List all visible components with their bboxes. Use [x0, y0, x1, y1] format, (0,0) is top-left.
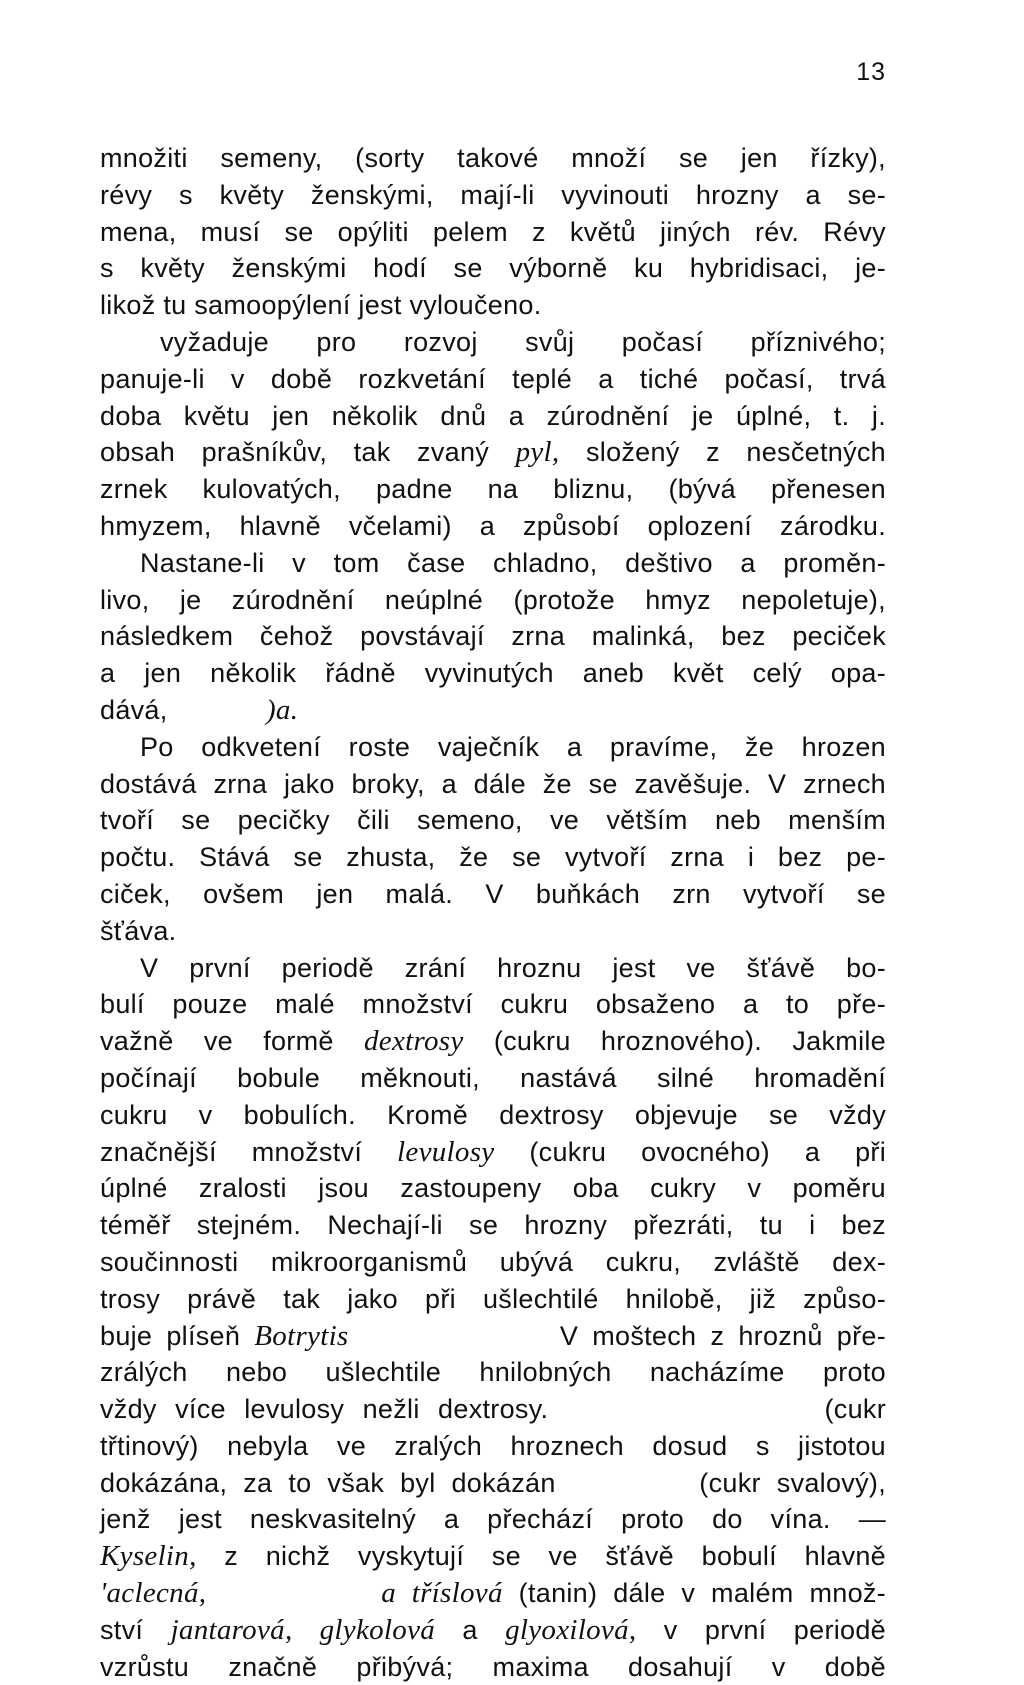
text-line	[100, 1612, 886, 1649]
text-line	[100, 250, 886, 287]
text-line	[100, 913, 886, 950]
text-segment: cukru v bobulích. Kromě dextrosy objevuje se vždy	[100, 1099, 886, 1130]
text-segment: a jen několik řádně vyvinutých aneb květ celý opa-	[100, 658, 886, 689]
text-line	[100, 1318, 886, 1355]
text-segment: buje plíseň	[100, 1320, 255, 1351]
text-line	[100, 361, 886, 398]
text-line	[100, 140, 886, 177]
text-segment: součinnosti mikroorganismů ubývá cukru, zvláště dex-	[100, 1246, 886, 1277]
text-segment: s květy ženskými hodí se výborně ku hybridisaci, je-	[100, 253, 886, 284]
text-segment: mena, musí se opýliti pelem z květů jiných rév. Révy	[100, 216, 886, 247]
text-segment: vyžaduje pro rozvoj svůj počasí příznivého;	[160, 326, 886, 357]
italic-term: a tříslová	[381, 1577, 503, 1610]
text-line	[100, 692, 886, 729]
text-segment: v první periodě	[636, 1614, 886, 1645]
text-segment: ství	[100, 1614, 171, 1645]
italic-term: Kyselin,	[100, 1540, 197, 1573]
text-line	[100, 1134, 886, 1171]
text-segment: važně ve formě	[100, 1026, 364, 1057]
text-segment	[206, 1578, 381, 1608]
text-segment: počtu. Stává se zhusta, že se vytvoří zrna i bez pe-	[100, 842, 886, 873]
text-line	[100, 1281, 886, 1318]
text-segment: počínají bobule měknouti, nastává silné hromadění	[100, 1062, 886, 1093]
text-line	[100, 1023, 886, 1060]
text-line	[100, 950, 886, 987]
text-line	[100, 1170, 886, 1207]
text-line	[100, 802, 886, 839]
text-line	[100, 1391, 886, 1428]
italic-term: jantarová, glykolová	[170, 1613, 436, 1646]
italic-term: levulosy	[397, 1135, 495, 1168]
italic-term: 'aclecná,	[100, 1577, 207, 1610]
text-line	[100, 1575, 886, 1612]
page-number: 13	[856, 58, 886, 86]
text-segment: zrnek kulovatých, padne na bliznu, (bývá přenesen	[100, 474, 886, 505]
text-line	[100, 986, 886, 1023]
text-segment: likož tu samoopýlení jest vyloučeno.	[100, 290, 542, 321]
text-line	[100, 766, 886, 803]
text-line	[100, 618, 886, 655]
body-text	[100, 140, 886, 1685]
text-line	[100, 545, 886, 582]
text-segment: jenž jest neskvasitelný a přechází proto do vína. —	[100, 1504, 886, 1535]
text-line	[100, 434, 886, 471]
text-segment: bulí pouze malé množství cukru obsaženo a to pře-	[100, 989, 886, 1020]
text-line	[100, 398, 886, 435]
text-line	[100, 729, 886, 766]
text-segment: třtinový) nebyla ve zralých hroznech dosud s jistotou	[100, 1430, 886, 1461]
text-line	[100, 1501, 886, 1538]
italic-term: dextrosy	[363, 1025, 464, 1058]
italic-term: Botrytis	[254, 1319, 349, 1352]
text-line	[100, 471, 886, 508]
text-segment: dostává zrna jako broky, a dále že se zavěšuje. V zrnech	[100, 768, 886, 799]
italic-term: pyl,	[515, 436, 560, 469]
text-segment: vzrůstu značně přibývá; maxima dosahují v době	[100, 1651, 886, 1682]
text-line	[100, 1465, 886, 1502]
text-segment: šťáva.	[100, 915, 177, 946]
text-line	[100, 508, 886, 545]
text-line	[100, 839, 886, 876]
text-line	[100, 214, 886, 251]
text-line	[100, 1354, 886, 1391]
text-line	[100, 287, 886, 324]
text-line	[100, 1207, 886, 1244]
text-segment: složený z nesčetných	[559, 437, 886, 468]
text-segment: z nichž vyskytují se ve šťávě bobulí hlavně	[196, 1541, 886, 1572]
text-segment: následkem čehož povstávají zrna malinká, bez peciček	[100, 621, 886, 652]
text-segment: Po odkvetení roste vaječník a pravíme, že hrozen	[140, 731, 886, 762]
text-segment: panuje-li v době rozkvetání teplé a tiché počasí, trvá	[100, 363, 886, 394]
text-line	[100, 1244, 886, 1281]
text-line	[100, 582, 886, 619]
text-segment: tvoří se pecičky čili semeno, ve větším neb menším	[100, 805, 886, 836]
text-segment: V moštech z hroznů pře-	[348, 1320, 886, 1351]
text-segment: (cukru hroznového). Jakmile	[463, 1026, 886, 1057]
text-segment: révy s květy ženskými, mají-li vyvinouti hrozny a se-	[100, 179, 886, 210]
text-line	[100, 1097, 886, 1134]
text-segment: ciček, ovšem jen malá. V buňkách zrn vytvoří se	[100, 878, 886, 909]
text-segment: úplné zralosti jsou zastoupeny oba cukry v poměru	[100, 1173, 886, 1204]
text-segment: obsah prašníkův, tak zvaný	[100, 437, 516, 468]
text-line	[100, 1060, 886, 1097]
text-line	[100, 1649, 886, 1685]
text-segment: livo, je zúrodnění neúplné (protože hmyz nepoletuje),	[100, 584, 886, 615]
text-segment: dává,	[100, 694, 176, 725]
text-line	[100, 1538, 886, 1575]
text-segment: zrálých nebo ušlechtile hnilobných nacházíme proto	[100, 1357, 886, 1388]
text-line	[100, 876, 886, 913]
italic-term: glyoxilová,	[505, 1613, 637, 1646]
text-segment: V první periodě zrání hroznu jest ve šťávě bo-	[140, 952, 886, 983]
text-line	[100, 655, 886, 692]
text-segment: doba květu jen několik dnů a zúrodnění je úplné, t. j.	[100, 400, 886, 431]
text-line	[100, 177, 886, 214]
text-segment: hmyzem, hlavně včelami) a způsobí oplození zárodku.	[100, 510, 886, 541]
text-segment: a	[435, 1614, 506, 1645]
text-segment: téměř stejném. Nechají-li se hrozny přezráti, tu i bez	[100, 1210, 886, 1241]
text-segment: trosy právě tak jako při ušlechtilé hnilobě, již způso-	[100, 1283, 886, 1314]
italic-term: )a.	[175, 693, 299, 726]
text-segment: (tanin) dále v malém množ-	[502, 1578, 886, 1609]
text-line	[100, 1428, 886, 1465]
text-segment: dokázána, za to však byl dokázán (cukr svalový),	[100, 1467, 886, 1498]
text-segment: značnější množství	[100, 1136, 398, 1167]
text-segment: vždy více levulosy nežli dextrosy. (cukr	[100, 1394, 886, 1425]
text-segment: množiti semeny, (sorty takové množí se jen řízky),	[100, 143, 886, 173]
text-line	[100, 324, 886, 361]
text-segment: (cukru ovocného) a při	[494, 1136, 886, 1167]
text-segment: Nastane-li v tom čase chladno, deštivo a proměn-	[140, 547, 886, 578]
